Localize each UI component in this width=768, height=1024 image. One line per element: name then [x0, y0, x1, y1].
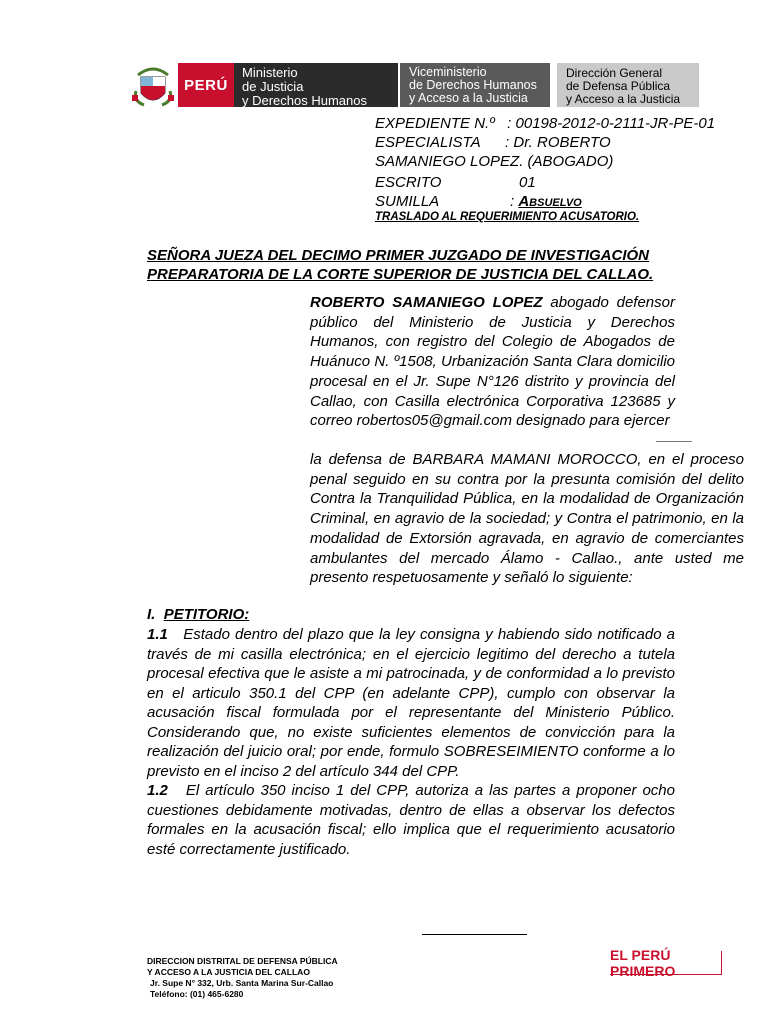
case-escrito-label: ESCRITO [375, 174, 442, 191]
intro-paragraph-2: la defensa de BARBARA MAMANI MOROCCO, en el proceso penal seguido en su contra por la presunta comisión del delito Contra la Tranquilidad Pública, en la modalidad de Organización Criminal, en agravio de la sociedad; y Contra el patrimonio, en la modalidad de Extorsión agravada, en agravio de comerciantes ambulantes del mercado Álamo - Callao., ante usted me presento respetuosamente y señaló lo siguiente: [310, 451, 744, 587]
ministry-brand: Ministerio de Justicia y Derechos Humanos [234, 63, 398, 107]
coat-of-arms-icon [130, 61, 176, 111]
case-especialista-name: SAMANIEGO LOPEZ. (ABOGADO) [375, 153, 614, 170]
viceministry-brand: Viceministerio de Derechos Humanos y Acceso a la Justicia [400, 63, 550, 107]
footer-office: DIRECCION DISTRITAL DE DEFENSA PÚBLICA Y ACCESO A LA JUSTICIA DEL CALLAO [147, 956, 338, 977]
lawyer-name: ROBERTO SAMANIEGO LOPEZ [310, 294, 543, 311]
case-sumilla: : Absuelvo [510, 193, 582, 210]
sumilla-value: Absuelvo [518, 193, 582, 210]
paragraph-1-1: 1.1 Estado dentro del plazo que la ley consigna y habiendo sido notificado a través de mi casilla electrónica; en el ejercicio legitimo del derecho a tutela procesal efectiva que le asiste a mi patrocinada, y de conformidad a lo previsto en el articulo 350.1 del CPP (en adelante CPP), cumplo con observar la acusación fiscal formulada por el representante del Ministerio Público. Considerando que, no existe suficientes elementos de convicción para la realización del juicio oral; por ende, formulo SOBRESEIMIENTO conforme a lo previsto en el inciso 2 del artículo 344 del CPP. [147, 626, 680, 780]
intro-paragraph: ROBERTO SAMANIEGO LOPEZ abogado defensor público del Ministerio de Justicia y Derechos Humanos, con registro del Colegio de Abogados de Huánuco N. º1508, Urbanización Santa Clara domicilio procesal en el Jr. Supe N°126 distrito y provincia del Callao, con Casilla electrónica Corporativa 123685 y correo robertos05@gmail.com designado para ejercer [310, 294, 675, 430]
case-traslado: TRASLADO AL REQUERIMIENTO ACUSATORIO. [375, 211, 640, 223]
direction-brand: Dirección General de Defensa Pública y Acceso a la Justicia [557, 63, 699, 107]
case-sumilla-label: SUMILLA [375, 193, 440, 210]
case-expediente: EXPEDIENTE N.º : 00198-2012-0-2111-JR-PE-01 [375, 115, 716, 132]
section-heading: I. PETITORIO: [147, 606, 250, 623]
case-especialista: ESPECIALISTA : Dr. ROBERTO [375, 134, 611, 151]
peru-brand: PERÚ [178, 63, 234, 107]
separator-line [656, 441, 692, 442]
signature-line [422, 934, 527, 935]
el-peru-primero-logo: EL PERÚ PRIMERO [610, 951, 722, 975]
case-escrito-value: 01 [519, 174, 536, 191]
paragraph-1-2: 1.2 El artículo 350 inciso 1 del CPP, autoriza a las partes a proponer ocho cuestiones debidamente motivadas, dentro de ellas a observar los defectos formales en la acusación fiscal; ello implica que el requerimiento acusatorio esté correctamente justificado. [147, 782, 680, 858]
addressee-heading: SEÑORA JUEZA DEL DECIMO PRIMER JUZGADO DE INVESTIGACIÓN PREPARATORIA DE LA CORTE SUPERIOR DE JUSTICIA DEL CALLAO. [147, 247, 654, 283]
footer-address: Jr. Supe N° 332, Urb. Santa Marina Sur-Callao Teléfono: (01) 465-6280 [150, 978, 334, 999]
